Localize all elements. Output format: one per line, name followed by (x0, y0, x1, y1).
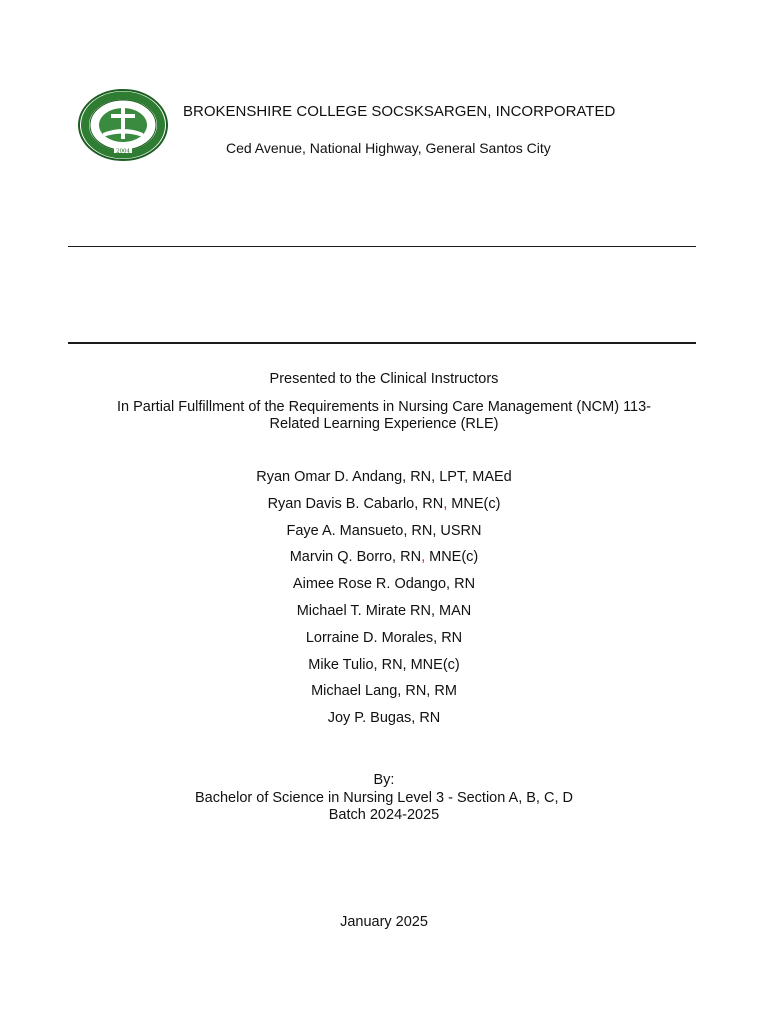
instructor-name: Michael T. Mirate RN, MAN (296, 602, 472, 619)
fulfillment-line-2: Related Learning Experience (RLE) (269, 416, 499, 432)
college-seal-icon (78, 89, 168, 161)
document-date: January 2025 (340, 914, 428, 930)
instructor-name: Mike Tulio, RN, MNE(c) (308, 656, 460, 673)
instructor-name: Faye A. Mansueto, RN, USRN (286, 522, 482, 539)
program-line: Bachelor of Science in Nursing Level 3 - Section A, B, C, D (195, 790, 573, 806)
instructor-name: Aimee Rose R. Odango, RN (292, 576, 476, 593)
presented-to: Presented to the Clinical Instructors (269, 371, 499, 387)
batch-line: Batch 2024-2025 (328, 807, 440, 823)
svg-text:2004: 2004 (116, 148, 130, 155)
instructor-name: Joy P. Bugas, RN (327, 710, 441, 727)
school-address: Ced Avenue, National Highway, General Santos City (226, 140, 551, 156)
by-label: By: (373, 772, 395, 788)
divider-bottom (68, 342, 696, 344)
fulfillment-line-1: In Partial Fulfillment of the Requirements in Nursing Care Management (NCM) 113- (116, 399, 652, 415)
school-name: BROKENSHIRE COLLEGE SOCSKSARGEN, INCORPORATED (183, 103, 616, 120)
red-comma: , (421, 549, 426, 566)
instructor-name: Ryan Omar D. Andang, RN, LPT, MAEd (256, 469, 512, 485)
instructor-name: Michael Lang, RN, RM (311, 683, 457, 700)
instructor-name: Ryan Davis B. Cabarlo, RN, MNE(c) (267, 495, 501, 512)
instructor-name: Lorraine D. Morales, RN (305, 629, 463, 646)
red-comma: , (443, 495, 448, 512)
instructor-list (0, 464, 768, 732)
divider-top (68, 246, 696, 247)
instructor-name: Marvin Q. Borro, RN, MNE(c) (289, 549, 479, 566)
